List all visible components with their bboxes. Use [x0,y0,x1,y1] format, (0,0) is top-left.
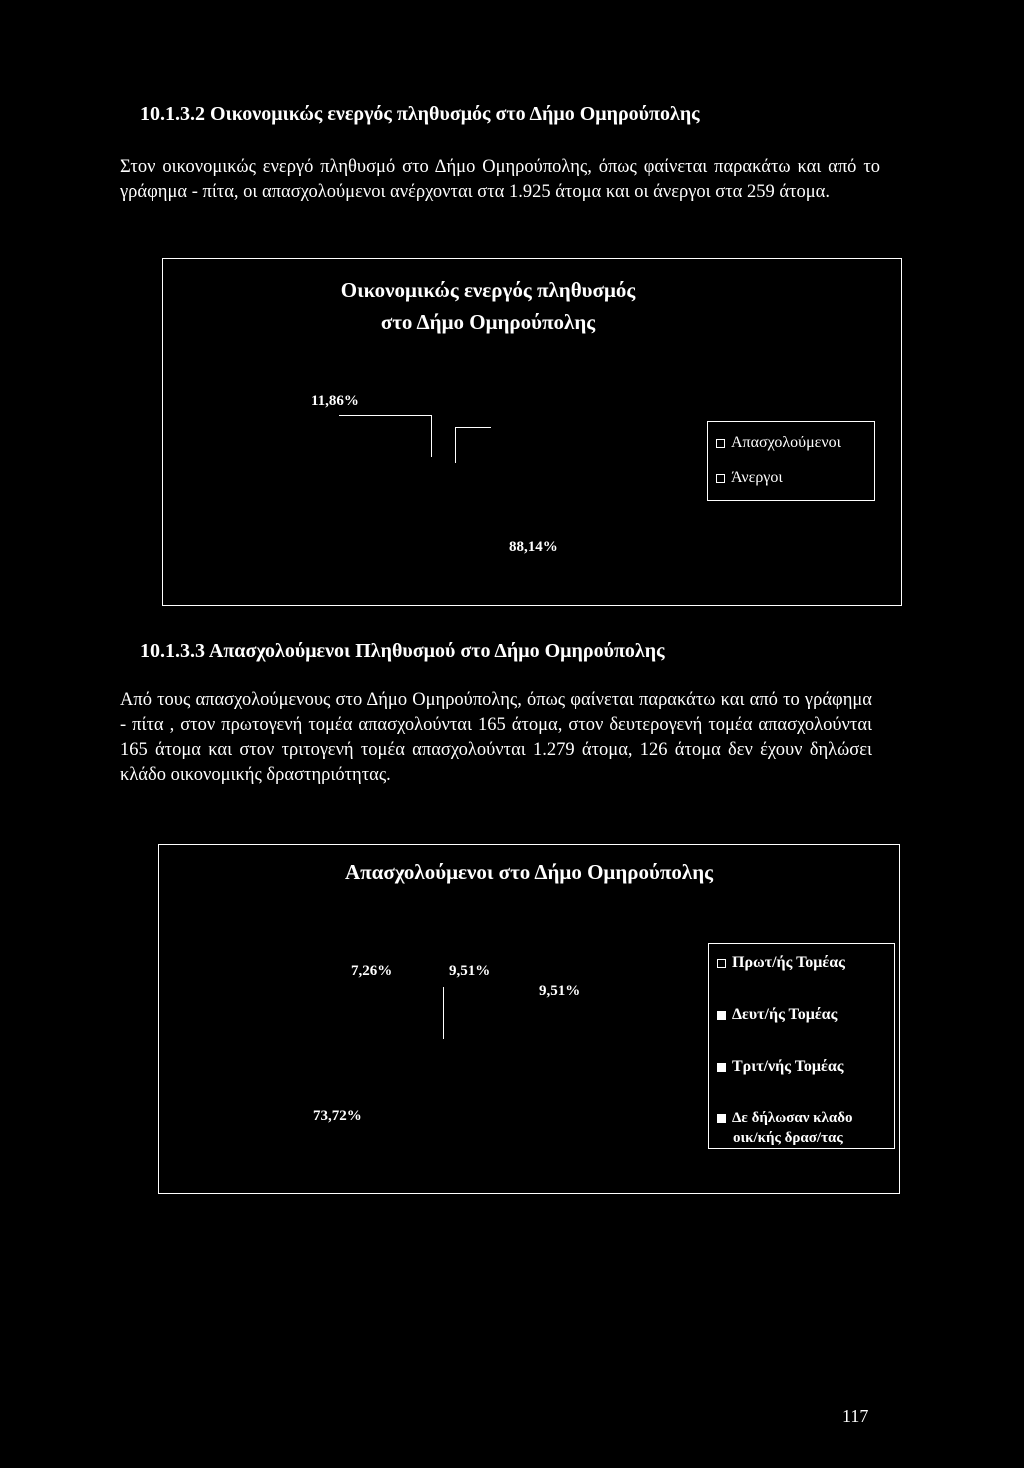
pie-label-unemployed: 11,86% [311,393,359,409]
legend-swatch-primary [717,959,726,968]
chart-legend [707,421,875,501]
chart-title-line2: στο Δήμο Ομηρούπολης [380,310,596,334]
legend-item-primary [717,954,845,972]
legend-item-not-declared [717,1110,853,1127]
section-heading-economically-active: 10.1.3.2 Οικονομικώς ενεργός πληθυσμός στο Δήμο Ομηρούπολης [140,103,700,125]
legend-item-unemployed [716,469,783,487]
chart-economically-active [162,258,902,606]
section-paragraph-economically-active: Στον οικονομικώς ενεργό πληθυσμό στο Δήμο Ομηρούπολης, όπως φαίνεται παρακάτω και από το γράφημα - πίτα, οι απασχολούμενοι ανέρχονται στα 1.925 άτομα και οι άνεργοι στα 259 άτομα. [120,157,880,202]
legend-swatch-secondary [717,1011,726,1020]
legend-item-employed [716,434,841,452]
legend-label: Άνεργοι [731,469,783,486]
pie-label-primary: 9,51% [449,963,491,979]
legend-label: Τριτ/νής Τομέας [732,1058,844,1075]
chart-title-line1: Οικονομικώς ενεργός πληθυσμός [340,278,636,302]
legend-label: οικ/κής δρασ/τας [733,1130,843,1146]
legend-label: Δευτ/ής Τομέας [732,1006,838,1023]
pie-label-employed: 88,14% [509,539,558,555]
leader-line-v1 [443,987,444,1039]
legend-swatch-not-declared [717,1114,726,1123]
pie-label-secondary: 9,51% [539,983,581,999]
leader-line-v2 [455,427,456,463]
legend-item-not-declared-line2 [733,1130,843,1147]
chart-employed-sectors [158,844,900,1194]
legend-label: Δε δήλωσαν κλαδο [732,1110,853,1126]
legend-label: Πρωτ/ής Τομέας [732,954,845,971]
legend-label: Απασχολούμενοι [731,434,841,451]
leader-line-v1 [431,415,432,457]
pie-label-not-declared: 7,26% [351,963,393,979]
chart-title: Απασχολούμενοι στο Δήμο Ομηρούπολης [345,860,713,884]
chart-legend [708,943,895,1149]
page-number: 117 [842,1406,869,1426]
legend-swatch-employed [716,439,725,448]
section-paragraph-employed: Από τους απασχολούμενους στο Δήμο Ομηρούπολης, όπως φαίνεται παρακάτω και από το γράφημα - πίτα , στον πρωτογενή τομέα απασχολούνται 165 άτομα, στον δευτερογενή τομέα απασχολούνται 165 άτομα και στον τριτογενή τομέα απασχολούνται 1.279 άτομα, 126 άτομα δεν έχουν δηλώσει κλάδο οικονομικής δραστηριότητας. [120,690,872,785]
leader-line-h1 [339,415,432,416]
legend-item-tertiary [717,1058,844,1076]
legend-item-secondary [717,1006,837,1024]
section-heading-employed: 10.1.3.3 Απασχολούμενοι Πληθυσμού στο Δήμο Ομηρούπολης [140,640,665,662]
leader-line-h2 [455,427,491,428]
pie-label-tertiary: 73,72% [313,1108,362,1124]
legend-swatch-unemployed [716,474,725,483]
legend-swatch-tertiary [717,1063,726,1072]
